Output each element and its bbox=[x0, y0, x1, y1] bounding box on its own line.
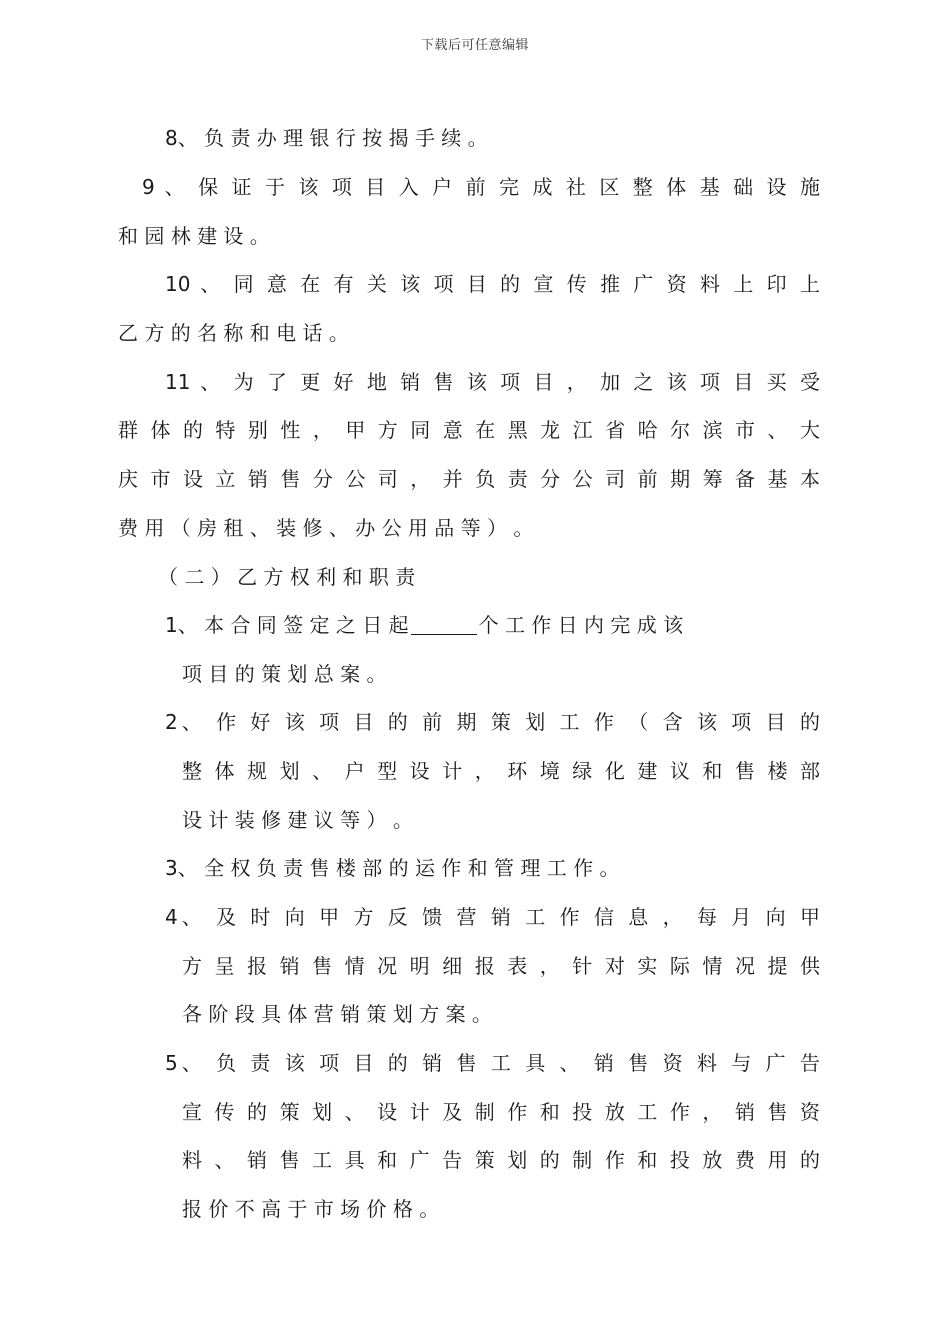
text-line: 群 体 的 特 别 性 ， 甲 方 同 意 在 黑 龙 江 省 哈 尔 滨 市 、 大 bbox=[118, 418, 820, 442]
text-line: 5、 负 责 该 项 目 的 销 售 工 具 、 销 售 资 料 与 广 告 bbox=[165, 1051, 820, 1075]
text-line: 费 用 （ 房 租 、 装 修 、 办 公 用 品 等 ） 。 bbox=[118, 516, 534, 540]
text-line: 设 计 装 修 建 议 等 ） 。 bbox=[182, 808, 413, 832]
section-heading: （ 二 ） 乙 方 权 利 和 职 责 bbox=[158, 565, 416, 589]
text-line: 乙 方 的 名 称 和 电 话 。 bbox=[118, 321, 349, 345]
page-header: 下载后可任意编辑 bbox=[420, 38, 529, 53]
text-line: 3、 全 权 负 责 售 楼 部 的 运 作 和 管 理 工 作 。 bbox=[165, 856, 620, 880]
clause-text: 个 工 作 日 内 完 成 该 bbox=[478, 613, 684, 637]
text-line: 项 目 的 策 划 总 案 。 bbox=[182, 662, 387, 686]
text-line bbox=[165, 610, 683, 640]
text-line: 9 、 保 证 于 该 项 目 入 户 前 完 成 社 区 整 体 基 础 设 施 bbox=[142, 175, 820, 199]
text-line: 方 呈 报 销 售 情 况 明 细 报 表 ， 针 对 实 际 情 况 提 供 bbox=[182, 954, 820, 978]
fill-in-blank bbox=[411, 614, 477, 635]
clause-text: 1、 本 合 同 签 定 之 日 起 bbox=[165, 613, 409, 637]
text-line: 整 体 规 划 、 户 型 设 计 ， 环 境 绿 化 建 议 和 售 楼 部 bbox=[182, 759, 820, 783]
text-line: 各 阶 段 具 体 营 销 策 划 方 案 。 bbox=[182, 1002, 492, 1026]
text-line: 11 、 为 了 更 好 地 销 售 该 项 目 ， 加 之 该 项 目 买 受 bbox=[165, 370, 820, 394]
text-line: 10 、 同 意 在 有 关 该 项 目 的 宣 传 推 广 资 料 上 印 上 bbox=[165, 272, 820, 296]
text-line: 2、 作 好 该 项 目 的 前 期 策 划 工 作 （ 含 该 项 目 的 bbox=[165, 710, 820, 734]
text-line: 4、 及 时 向 甲 方 反 馈 营 销 工 作 信 息 ， 每 月 向 甲 bbox=[165, 905, 820, 929]
text-line: 报 价 不 高 于 市 场 价 格 。 bbox=[182, 1197, 440, 1221]
text-line: 8、 负 责 办 理 银 行 按 揭 手 续 。 bbox=[165, 126, 488, 150]
text-line: 庆 市 设 立 销 售 分 公 司 ， 并 负 责 分 公 司 前 期 筹 备 基 本 bbox=[118, 467, 820, 491]
text-line: 料 、 销 售 工 具 和 广 告 策 划 的 制 作 和 投 放 费 用 的 bbox=[182, 1148, 820, 1172]
text-line: 宣 传 的 策 划 、 设 计 及 制 作 和 投 放 工 作 ， 销 售 资 bbox=[182, 1100, 820, 1124]
text-line: 和 园 林 建 设 。 bbox=[118, 224, 270, 248]
